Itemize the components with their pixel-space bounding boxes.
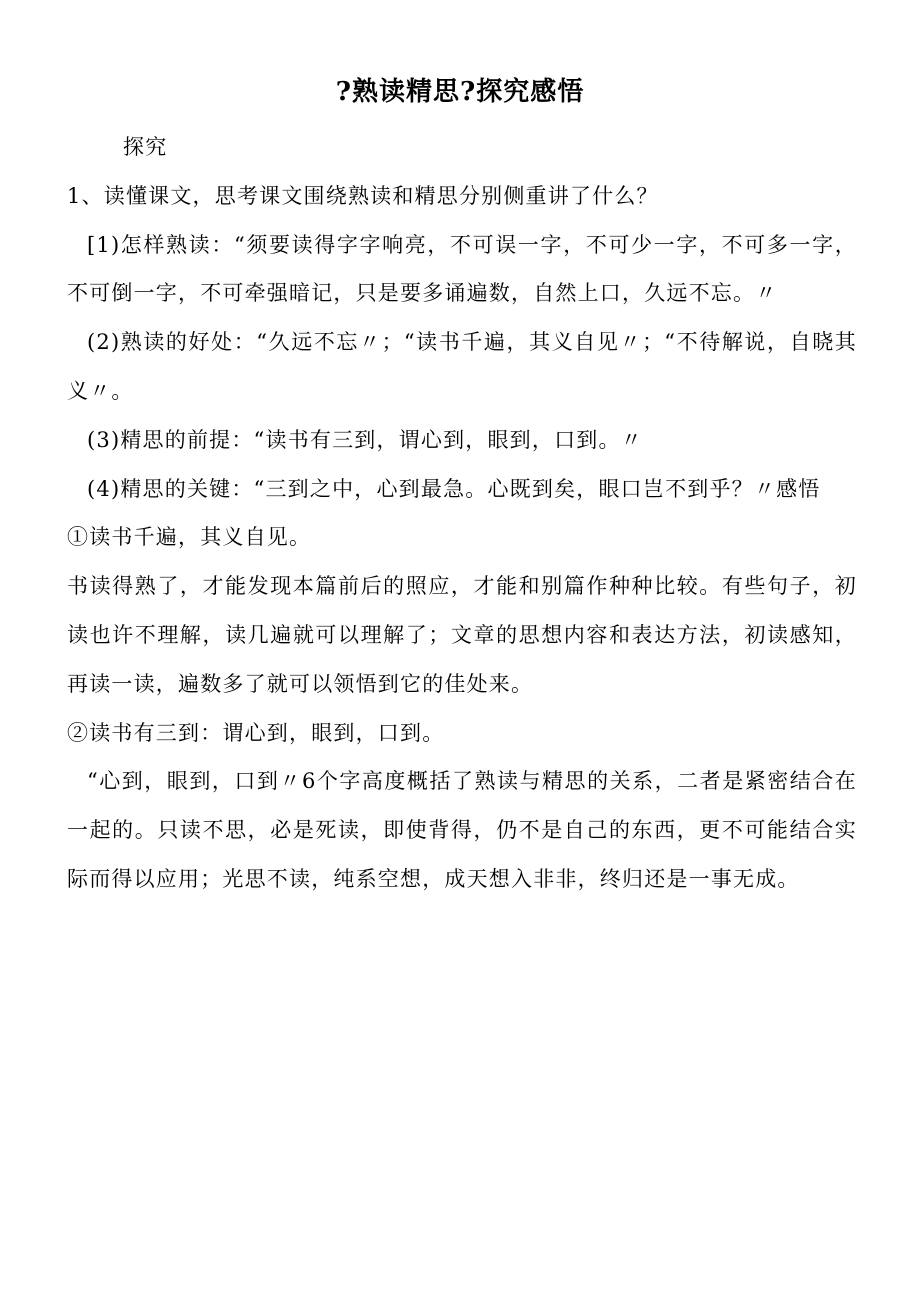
- point-4-paragraph: (4)精思的关键：“三到之中，心到最急。心既到矣，眼口岂不到乎？〃感悟: [87, 476, 821, 501]
- point-1-paragraph: [1)怎样熟读：“须要读得字字响亮，不可误一字，不可少一字，不可多一字，不可倒一字，不可牵强暗记，只是要多诵遍数，自然上口，久远不忘。〃: [67, 232, 857, 306]
- document-title: ?熟读精思?探究感悟: [335, 77, 585, 107]
- point-2-paragraph: (2)熟读的好处：“久远不忘〃；“读书千遍，其义自见〃；“不待解说，自晓其义〃。: [67, 330, 857, 403]
- insight-1-heading: ①读书千遍，其义自见。: [67, 525, 312, 550]
- question-paragraph: 1、读懂课文，思考课文围绕熟读和精思分别侧重讲了什么？: [67, 183, 659, 208]
- point-3-paragraph: (3)精思的前提：“读书有三到，谓心到，眼到，口到。〃: [87, 427, 643, 452]
- insight-1-body: 书读得熟了，才能发现本篇前后的照应，才能和别篇作种种比较。有些句子，初读也许不理解，读几遍就可以理解了；文章的思想内容和表达方法，初读感知，再读一读，遍数多了就可以领悟到它的佳处来。: [67, 574, 857, 696]
- insight-2-heading: ②读书有三到：谓心到，眼到，口到。: [67, 720, 445, 745]
- insight-2-body: “心到，眼到，口到〃6个字高度概括了熟读与精思的关系，二者是紧密结合在一起的。只读不思，必是死读，即使背得，仍不是自己的东西，更不可能结合实际而得以应用；光思不读，纯系空想，成天想入非非，终归还是一事无成。: [67, 769, 857, 891]
- section-heading-explore: 探究: [123, 135, 168, 159]
- document-body: [67, 123, 857, 904]
